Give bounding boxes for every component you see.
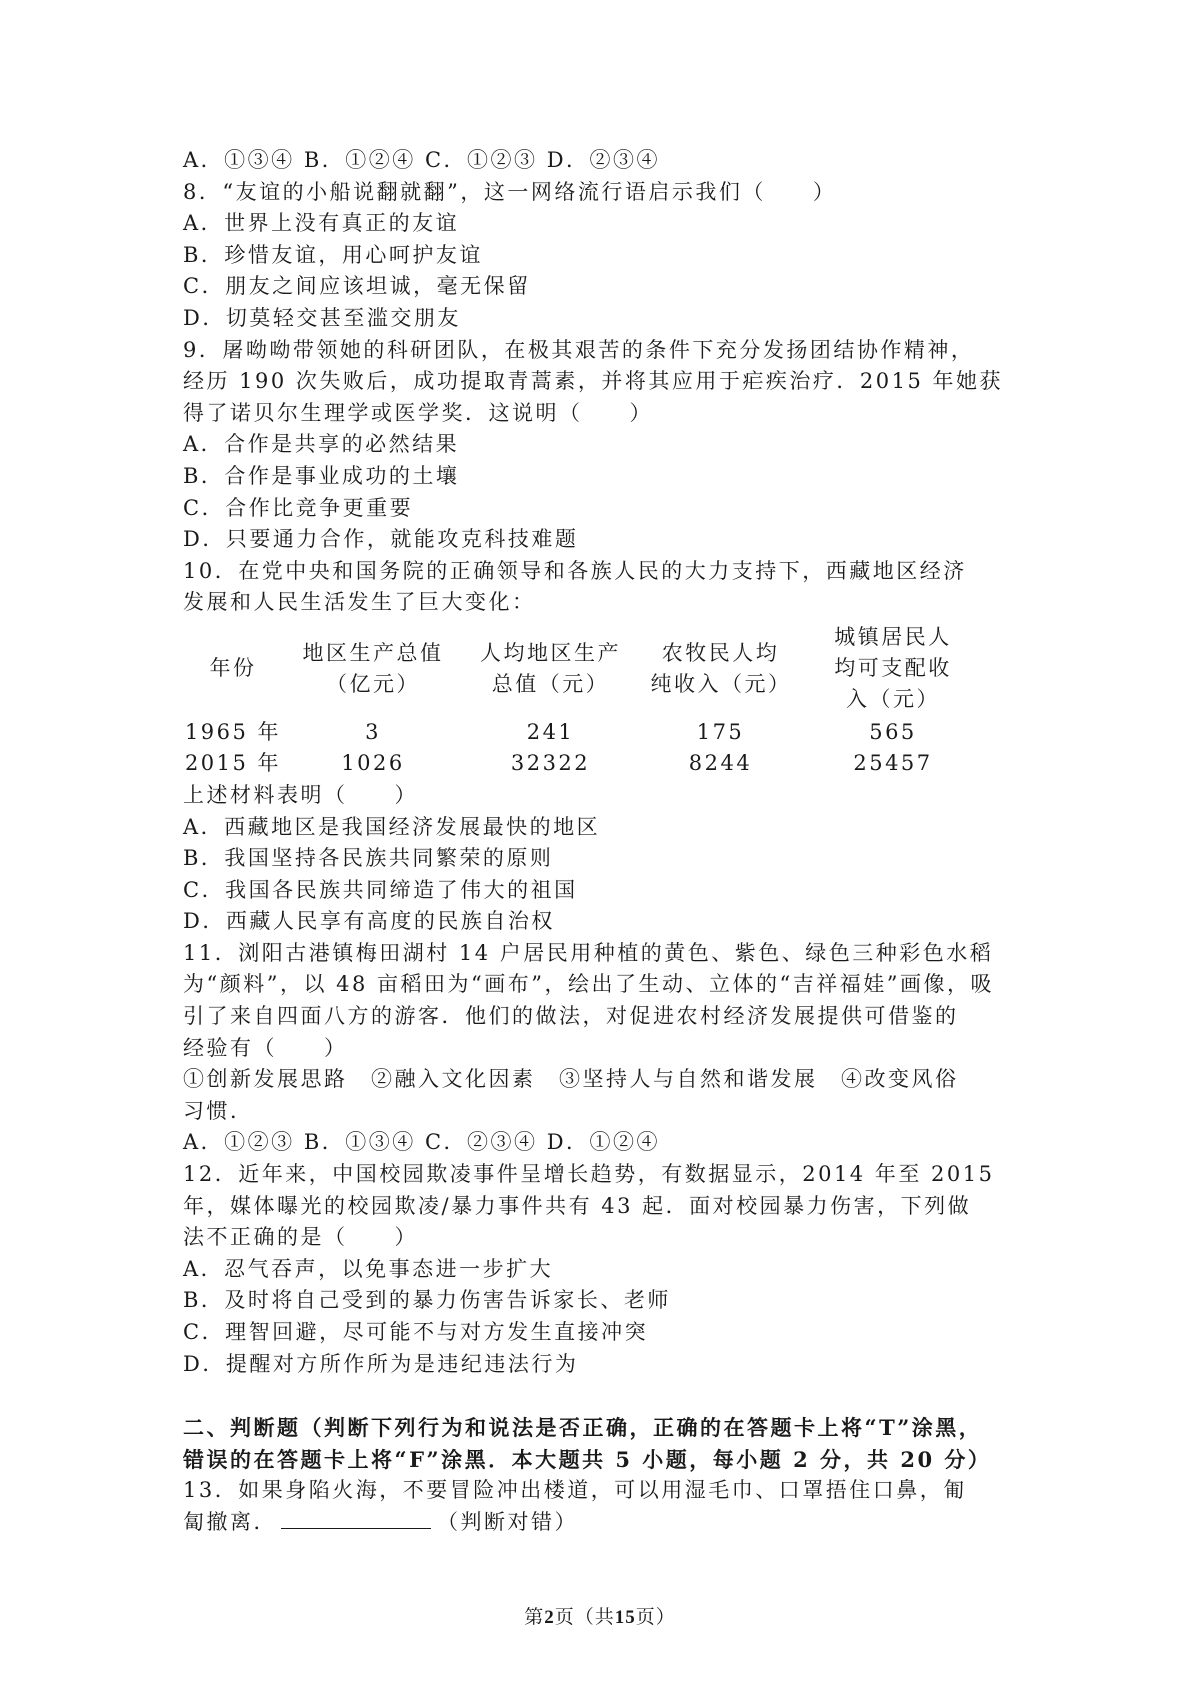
tibet-economy-table [183,621,983,780]
text-line: A．世界上没有真正的友谊 [183,211,460,236]
text-line: 经验有（ ） [183,1035,348,1060]
question-text-after-table [183,780,1023,1380]
text-line: A．忍气吞声，以免事态进一步扩大 [183,1256,554,1281]
question-13-line [183,1507,1023,1539]
table-header-gdp-per-capita: 人均地区生产总值（元） [480,640,621,696]
text-line: A．①②③ B．①③④ C．②③④ D．①②④ [183,1130,661,1155]
table-cell: 25457 [853,751,933,776]
question-13-line: 13．如果身陷火海，不要冒险冲出楼道，可以用湿毛巾、口罩捂住口鼻，匍 [183,1478,967,1503]
answer-blank [281,1510,431,1529]
section-gap [183,1380,1023,1412]
text-line: C．合作比竞争更重要 [183,495,414,520]
table-header-farmer-income: 农牧民人均纯收入（元） [650,640,792,696]
text-line: D．只要通力合作，就能攻克科技难题 [183,527,579,552]
total-pages: 15 [614,1607,636,1628]
table-cell: 175 [696,719,745,744]
text-line: 8．“友谊的小船说翻就翻”，这一网络流行语启示我们（ ） [183,179,837,204]
text-line: 发展和人民生活发生了巨大变化： [183,590,536,615]
text-line: A．西藏地区是我国经济发展最快的地区 [183,814,601,839]
table-header-gdp: 地区生产总值（亿元） [302,640,444,696]
text-line: A．合作是共享的必然结果 [183,432,460,457]
section-heading-line: 二、判断题（判断下列行为和说法是否正确，正确的在答题卡上将“T”涂黑， [183,1415,983,1441]
text-line: C．我国各民族共同缔造了伟大的祖国 [183,877,578,902]
text-line: 为“颜料”，以 48 亩稻田为“画布”，绘出了生动、立体的“吉祥福娃”画像，吸 [183,972,994,997]
text-line: 法不正确的是（ ） [183,1225,418,1250]
question-13-hint: （判断对错） [437,1509,578,1534]
table-header-year: 年份 [209,656,257,681]
table-cell: 2015 年 [184,751,282,776]
text-line: B．合作是事业成功的土壤 [183,463,460,488]
table-header-urban-income: 城镇居民人均可支配收入（元） [834,625,952,712]
table-cell: 241 [526,719,575,744]
text-line: 习惯． [183,1098,254,1123]
text-line: ①创新发展思路 ②融入文化因素 ③坚持人与自然和谐发展 ④改变风俗 [183,1067,959,1092]
text-line: B．及时将自己受到的暴力伤害告诉家长、老师 [183,1288,671,1313]
text-line: 11．浏阳古港镇梅田湖村 14 户居民用种植的黄色、紫色、绿色三种彩色水稻 [183,940,994,965]
table-cell: 32322 [510,751,591,776]
text-line: B．我国坚持各民族共同繁荣的原则 [183,846,554,871]
text-line: D．切莫轻交甚至滥交朋友 [183,305,461,330]
text-line: 12．近年来，中国校园欺凌事件呈增长趋势，有数据显示，2014 年至 2015 [183,1162,995,1187]
page-number: 2 [544,1607,555,1628]
table-cell: 8244 [688,751,753,776]
text-line: C．朋友之间应该坦诚，毫无保留 [183,274,531,299]
text-line: 上述材料表明（ ） [183,782,418,807]
text-line: C．理智回避，尽可能不与对方发生直接冲突 [183,1320,649,1344]
text-line: 年，媒体曝光的校园欺凌/暴力事件共有 43 起．面对校园暴力伤害，下列做 [183,1193,972,1218]
table-row [183,717,983,749]
table-header-row [183,621,983,717]
table-cell: 1965 年 [184,719,282,744]
text-line: 引了来自四面八方的游客．他们的做法，对促进农村经济发展提供可借鉴的 [183,1004,959,1029]
table-cell: 3 [365,719,381,744]
table-cell: 565 [869,719,917,744]
text-line: 得了诺贝尔生理学或医学奖．这说明（ ） [183,400,653,425]
text-line: D．西藏人民享有高度的民族自治权 [183,909,555,934]
table-cell: 1026 [341,751,405,776]
text-line: B．珍惜友谊，用心呵护友谊 [183,242,483,267]
question-13-text: 匐撤离． [183,1509,277,1534]
table-row [183,748,983,780]
page-footer: 第2页（共15页） [524,1607,676,1628]
text-line: 10．在党中央和国务院的正确领导和各族人民的大力支持下，西藏地区经济 [183,558,967,583]
text-line: A．①③④ B．①②④ C．①②③ D．②③④ [183,148,661,172]
page-content [183,145,1023,1539]
section-heading-line: 错误的在答题卡上将“F”涂黑．本大题共 5 小题，每小题 2 分，共 20 分） [183,1446,992,1472]
text-line: D．提醒对方所作所为是违纪违法行为 [183,1351,579,1376]
text-line: 经历 190 次失败后，成功提取青蒿素，并将其应用于疟疾治疗．2015 年她获 [183,369,1004,394]
text-line: 9．屠呦呦带领她的科研团队，在极其艰苦的条件下充分发扬团结协作精神， [183,337,975,362]
question-text-before-table [183,145,1023,619]
